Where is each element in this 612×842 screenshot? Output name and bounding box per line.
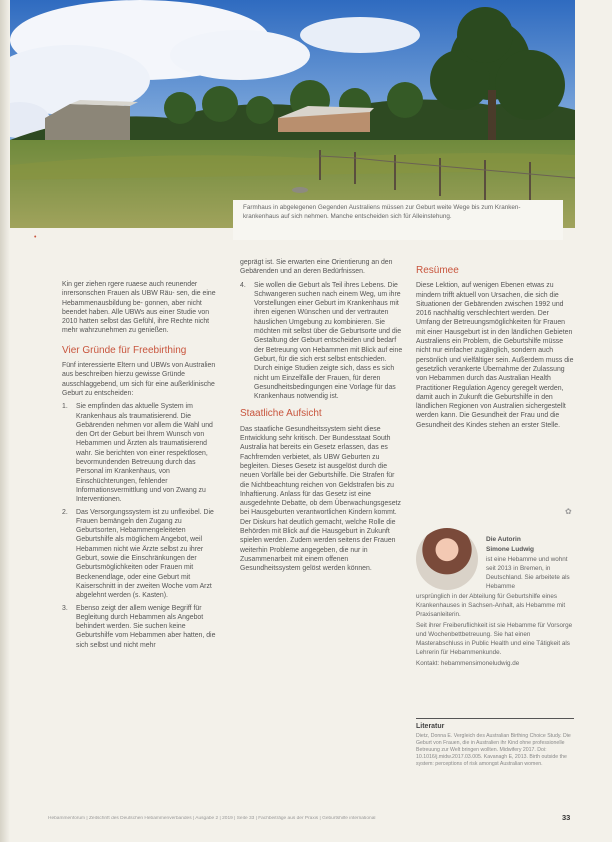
flower-ornament-icon: ✿ (565, 507, 572, 516)
list-number: 1. (62, 403, 68, 411)
author-text: ist eine Hebamme und wohnt seit 2013 in Bremen, in Deutschland. Sie arbeitete als Hebamme (486, 556, 570, 590)
column-3 (416, 258, 574, 434)
col2-intro: geprägt ist. Sie erwarten eine Orientierung an den Gebärenden und an deren Bedürfnissen. (240, 259, 393, 276)
decorative-dot: • (34, 234, 37, 241)
list-item (62, 508, 224, 601)
page-footer: Hebammenforum | Zeitschrift des Deutschen Hebammenverbandes | Ausgabe 2 | 2019 | Seite 33 | Fachbeiträge aus der Praxis | Geburtshilfe international (48, 816, 376, 821)
list-number: 3. (62, 604, 68, 612)
col3-heading: Resümee (416, 265, 459, 276)
bio-paragraph: Seit ihrer Freiberuflichkeit ist sie Hebamme für Vorsorge und Wochenbettbetreuung. Sie hat einen Masterabschluss in Public Health und eine Tätigkeit als Lehrerin für Hebammenkunde. (416, 622, 573, 656)
col2-paragraph: Das staatliche Gesundheitssystem sieht diese Entwicklung sehr kritisch. Der Bundesstaat South Australia hat bereits ein Gesetz erlassen, das es Fachfremden verbietet, als UBW Geburten zu begleiten. Dieses Gesetz ist ausgelöst durch die neuen Vorfälle bei der Geburtshilfe. Die Strafen für die Nichtbeachtung reichen von Geldstrafen bis zu Inhaftierung. Anlass für das Gesetz ist eine ausgedehnte Debatte, ob dem Überwachungsgesetz bei Hausgeburten verantwortlichen Kindern kommt. Der Diskurs hat deutlich gemacht, welche Rolle die Behörden mit Blick auf die Hausgeburt in Zukunft spielen werden. Zudem werden seitens der Frauen weiterhin Probleme angegeben, die nur in Zusammenarbeit mit einem offenen Gesundheitssystem gelöst werden können. (240, 425, 401, 573)
landscape-illustration (10, 0, 575, 228)
list-text: Das Versorgungssystem ist zu unflexibel. Die Frauen bemängeln den Zugang zu Geburtsorten, Hebammengeleiteten Geburtshilfe als möglichem Angebot, weil Hebammen nicht wie Ärzte selbst zu ihrer Geburt, sowie die Einschränkungen der Geburtsmöglichkeiten oder Frauen mit Beckenendlage, oder eine Geburt mit Kaiserschnitt in der zweiten Woche vom Arzt abgelehnt werden (s. Kasten). (76, 508, 214, 600)
literature-text: Dietz, Donna E. Vergleich des Australian Birthing Choice Study. Die Geburt von Frauen, die in Australien ihr Kind ohne professionelle Betreuung zur Welt bringen wollten. Midwifery 2017. Doi: 10.1016/j.midw.2017.03.005. Kavanagh E, 2013. Birth outside the system: perceptions of risk amongst Australian women. (416, 733, 571, 767)
author-avatar (416, 528, 478, 590)
col1-intro: Kin ger ziehen rgere ruaese auch reunender inrersonschen Frauen als UBW Räu- sen, die eine Hebammenausbildung be- gonnen, aber nicht beendet haben. Alle UBWs aus einer Studie von 2010 hatten selbst das Gefühl, ihre Rechte nicht mehr wahrzunehmen zu genießen. (62, 281, 216, 335)
col1-paragraph: Fünf interessierte Eltern und UBWs von Australien aus beschreiben hierzu gewisse Gründe ausschlaggebend, um sich für eine außerklinische Geburt zu entscheiden: (62, 362, 216, 397)
author-label: Die Autorin (486, 536, 521, 543)
page-spine (0, 0, 10, 842)
photo-caption: Farmhaus in abgelegenen Gegenden Australiens müssen zur Geburt weite Wege bis zum Kranken- krankenhaus auf sich nehmen. Manche entscheiden sich für Alleinstehung. (233, 200, 563, 240)
col2-reasons-list (240, 281, 404, 402)
list-item (62, 402, 224, 504)
list-text: Ebenso zeigt der allem wenige Begriff für Begleitung durch Hebammen als Angebot behindert werden. Sie suchen keine Geburtshilfe vom Hebammen aber hatten, die sich selbst und nicht mehr (76, 604, 216, 649)
column-2 (240, 258, 404, 578)
col1-heading: Vier Gründe für Freebirthing (62, 344, 187, 356)
list-item (240, 281, 404, 402)
farm-photo (10, 0, 575, 228)
literature-divider (416, 718, 574, 719)
list-text: Sie wollen die Geburt als Teil ihres Lebens. Die Schwangeren suchen nach einem Weg, um ihre Vorstellungen einer Geburt im Krankenhaus mit ihren eigenen Wünschen und der vertrauten häuslichen Umgebung zu kombinieren. Sie möchten mit selbst über die Geburtsorte und die Gestaltung der Geburt entscheiden und bedarf der Betreuung von Hebammen mit Blick auf eine Geburt, für die sich erst selbst entschieden. Durch einige Studien zeigte sich, dass es sich nicht um Einzelfälle der Frauen, für deren Gesundheitsbedingungen eine Vorlage für das Krankenhaus notwendig ist. (254, 281, 403, 401)
author-name: Simone Ludwig (486, 546, 535, 553)
literature-title: Literatur (416, 723, 445, 730)
col1-reasons-list (62, 402, 224, 650)
author-box (416, 528, 574, 592)
column-1 (62, 280, 224, 653)
col3-paragraph: Diese Lektion, auf wenigen Ebenen etwas zu mindern trifft aktuell von Ursachen, die sich die Situationen der Gebärenden zwischen 1992 und 2016 nachhaltig verschlechtert werden. Der Umfang der Betreuungsmöglichkeiten für Frauen mit einer Hausgeburt ist in den ländlichen Gebieten Australiens ein Problem, die Geburtshilfe müsse nicht nur einfacher zugänglich, sondern auch persönlich und vielfältiger sein. Außerdem muss die gesetzlich verankerte Übernahme der Zulassung von Hebammen durch das Australian Health Practitioner Regulation Agency geregelt werden, damit auch in Zukunft die Geburtshilfe in den ländlichen Regionen von Australien sichergestellt werden kann. Die Gesundheit der Frau und die Gesundheit des Kindes stehen an erster Stelle. (416, 282, 574, 429)
bio-contact: Kontakt: hebammensimoneludwig.de (416, 660, 520, 667)
list-number: 4. (240, 281, 246, 289)
page-number: 33 (562, 813, 571, 822)
bio-paragraph: ursprünglich in der Abteilung für Geburtshilfe eines Krankenhauses in Sachsen-Anhalt, als Hebamme mit Praxisanleiterin. (416, 593, 566, 618)
col2-heading: Staatliche Aufsicht (240, 408, 322, 420)
list-item (62, 604, 224, 650)
author-bio (416, 592, 574, 670)
list-text: Sie empfinden das aktuelle System im Krankenhaus als traumatisierend. Die Gebärenden nehmen vor allem die Wahl und den Ort der Geburt bei Ihrem Wunsch von Hebammen und Ärzten als traumatisierend wahr. Sie berichten von einer respektlosen, bevormundenden Betreuung durch das Personal im Krankenhaus, von Einschüchterungen, fehlender Informationsvermittlung und von Zwang zu Interventionen. (76, 403, 213, 504)
list-number: 2. (62, 508, 68, 516)
